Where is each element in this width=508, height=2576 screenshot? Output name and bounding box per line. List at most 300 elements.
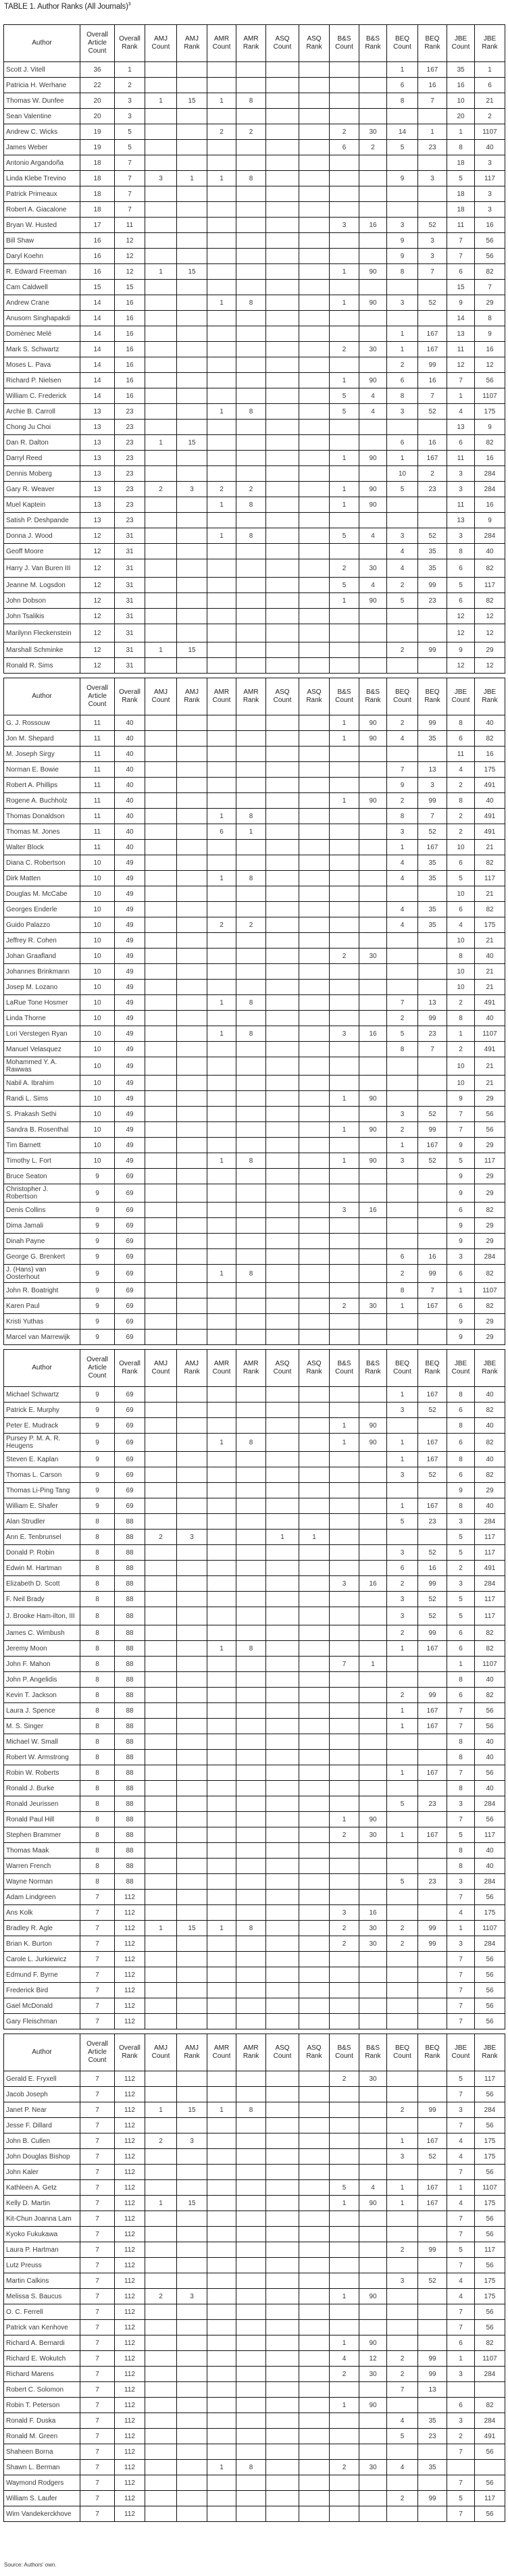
cell-beq-rank xyxy=(418,420,447,435)
cell-overall-rank: 112 xyxy=(115,1936,145,1952)
cell-bs-count xyxy=(330,513,359,528)
cell-overall-article-count: 11 xyxy=(80,747,115,762)
cell-bs-rank: 90 xyxy=(359,373,387,388)
cell-bs-rank xyxy=(359,2506,387,2522)
cell-amj-rank xyxy=(177,1657,207,1672)
cell-overall-article-count: 7 xyxy=(80,2289,115,2304)
cell-amj-count xyxy=(145,124,177,140)
cell-overall-rank: 112 xyxy=(115,1983,145,1998)
cell-jbe-rank: 40 xyxy=(475,1672,505,1688)
cell-amj-rank xyxy=(177,715,207,731)
cell-amr-rank xyxy=(236,2320,266,2335)
cell-amr-count xyxy=(207,1138,236,1153)
cell-author: Jesse F. Dillard xyxy=(4,2118,80,2133)
cell-beq-count: 1 xyxy=(387,2196,418,2211)
cell-beq-count: 9 xyxy=(387,249,418,264)
cell-overall-rank: 88 xyxy=(115,1625,145,1641)
cell-beq-rank: 2 xyxy=(418,466,447,482)
cell-beq-rank: 13 xyxy=(418,762,447,778)
cell-amj-rank xyxy=(177,1298,207,1314)
cell-beq-count xyxy=(387,155,418,171)
cell-author: Denis Collins xyxy=(4,1203,80,1218)
cell-overall-article-count: 10 xyxy=(80,855,115,871)
cell-author: Domènec Melé xyxy=(4,326,80,342)
cell-amr-count: 2 xyxy=(207,917,236,933)
cell-bs-count: 2 xyxy=(330,342,359,357)
cell-bs-count: 2 xyxy=(330,2460,359,2475)
cell-bs-rank xyxy=(359,1387,387,1403)
cell-beq-rank xyxy=(418,2398,447,2413)
cell-beq-rank: 167 xyxy=(418,1387,447,1403)
cell-bs-count: 1 xyxy=(330,295,359,311)
cell-jbe-count: 4 xyxy=(447,2196,475,2211)
cell-asq-count xyxy=(266,1657,299,1672)
cell-amr-rank xyxy=(236,1765,266,1781)
cell-amj-count xyxy=(145,778,177,793)
cell-amr-count xyxy=(207,373,236,388)
cell-jbe-rank: 9 xyxy=(475,420,505,435)
cell-jbe-count: 3 xyxy=(447,2367,475,2382)
cell-author: Adam Lindgreen xyxy=(4,1890,80,1905)
cell-amr-rank xyxy=(236,609,266,624)
table-row xyxy=(4,1530,505,1545)
cell-beq-rank: 99 xyxy=(418,2491,447,2506)
table-row xyxy=(4,171,505,186)
cell-asq-count xyxy=(266,404,299,420)
table-row xyxy=(4,1545,505,1561)
cell-asq-rank xyxy=(299,1498,330,1514)
cell-jbe-count: 1 xyxy=(447,2180,475,2196)
cell-bs-count xyxy=(330,1998,359,2014)
cell-bs-count xyxy=(330,1249,359,1265)
cell-amr-rank xyxy=(236,2196,266,2211)
cell-jbe-rank: 82 xyxy=(475,593,505,609)
cell-bs-rank: 2 xyxy=(359,140,387,155)
cell-amr-rank xyxy=(236,2367,266,2382)
cell-bs-count xyxy=(330,1057,359,1076)
cell-jbe-rank: 40 xyxy=(475,140,505,155)
cell-asq-rank xyxy=(299,482,330,497)
cell-jbe-count: 5 xyxy=(447,1545,475,1561)
cell-author: Marcel van Marrewijk xyxy=(4,1330,80,1345)
cell-jbe-count: 6 xyxy=(447,1203,475,1218)
cell-asq-rank xyxy=(299,747,330,762)
table-row xyxy=(4,1138,505,1153)
cell-jbe-rank: 29 xyxy=(475,1330,505,1345)
cell-jbe-count: 7 xyxy=(447,2444,475,2460)
cell-beq-count xyxy=(387,311,418,326)
cell-bs-count: 2 xyxy=(330,2071,359,2087)
cell-overall-rank: 88 xyxy=(115,1719,145,1734)
cell-asq-count xyxy=(266,1703,299,1719)
cell-amr-rank xyxy=(236,2506,266,2522)
cell-asq-count xyxy=(266,980,299,995)
cell-beq-count xyxy=(387,2258,418,2273)
cell-beq-count: 4 xyxy=(387,2460,418,2475)
cell-amr-count xyxy=(207,1234,236,1249)
cell-amj-rank: 15 xyxy=(177,264,207,280)
cell-amr-count xyxy=(207,1765,236,1781)
cell-overall-article-count: 9 xyxy=(80,1249,115,1265)
table-row xyxy=(4,2014,505,2029)
cell-bs-rank xyxy=(359,280,387,295)
cell-jbe-count: 1 xyxy=(447,124,475,140)
cell-amj-count xyxy=(145,715,177,731)
cell-amr-rank: 8 xyxy=(236,1265,266,1283)
cell-amj-count xyxy=(145,1122,177,1138)
cell-beq-count: 2 xyxy=(387,1011,418,1026)
cell-overall-article-count: 7 xyxy=(80,2320,115,2335)
cell-bs-count xyxy=(330,62,359,78)
cell-bs-rank xyxy=(359,1498,387,1514)
cell-bs-count: 1 xyxy=(330,1091,359,1107)
table-row xyxy=(4,451,505,466)
cell-bs-count xyxy=(330,1750,359,1765)
cell-author: Thomas Maak xyxy=(4,1843,80,1859)
table-row xyxy=(4,1042,505,1057)
cell-asq-rank xyxy=(299,264,330,280)
cell-asq-rank xyxy=(299,1153,330,1169)
cell-beq-rank: 52 xyxy=(418,1545,447,1561)
cell-jbe-rank: 21 xyxy=(475,1057,505,1076)
cell-overall-rank: 16 xyxy=(115,326,145,342)
cell-amr-rank xyxy=(236,388,266,404)
column-header-bs-rank: B&S Rank xyxy=(359,25,387,62)
cell-amj-count xyxy=(145,1719,177,1734)
cell-bs-rank xyxy=(359,1672,387,1688)
table-row xyxy=(4,2258,505,2273)
cell-amr-rank xyxy=(236,1091,266,1107)
cell-jbe-count: 3 xyxy=(447,466,475,482)
cell-bs-rank xyxy=(359,186,387,202)
cell-asq-count xyxy=(266,1781,299,1796)
cell-jbe-count: 12 xyxy=(447,357,475,373)
table-row xyxy=(4,1314,505,1330)
cell-beq-rank: 23 xyxy=(418,482,447,497)
cell-asq-rank xyxy=(299,886,330,902)
table-row xyxy=(4,186,505,202)
cell-jbe-rank: 175 xyxy=(475,917,505,933)
cell-asq-count xyxy=(266,420,299,435)
cell-jbe-count: 8 xyxy=(447,949,475,964)
cell-beq-rank: 35 xyxy=(418,855,447,871)
cell-amr-count xyxy=(207,762,236,778)
cell-asq-count xyxy=(266,2444,299,2460)
cell-amr-rank xyxy=(236,2429,266,2444)
cell-amj-count xyxy=(145,824,177,840)
cell-asq-rank xyxy=(299,1011,330,1026)
cell-amj-count xyxy=(145,1218,177,1234)
cell-bs-rank: 90 xyxy=(359,2289,387,2304)
cell-beq-count xyxy=(387,420,418,435)
cell-author: Kyoko Fukukawa xyxy=(4,2227,80,2242)
cell-bs-count xyxy=(330,2506,359,2522)
cell-jbe-rank: 40 xyxy=(475,715,505,731)
cell-jbe-count: 12 xyxy=(447,624,475,642)
cell-overall-article-count: 10 xyxy=(80,1057,115,1076)
cell-overall-article-count: 8 xyxy=(80,1781,115,1796)
cell-amj-count xyxy=(145,964,177,980)
cell-amj-rank xyxy=(177,1750,207,1765)
cell-amj-count xyxy=(145,949,177,964)
cell-amr-count xyxy=(207,1249,236,1265)
cell-overall-rank: 88 xyxy=(115,1561,145,1576)
cell-jbe-rank: 1107 xyxy=(475,388,505,404)
cell-overall-article-count: 8 xyxy=(80,1625,115,1641)
cell-bs-rank: 30 xyxy=(359,124,387,140)
table-row xyxy=(4,124,505,140)
cell-amj-rank xyxy=(177,578,207,593)
cell-amj-count xyxy=(145,1625,177,1641)
cell-asq-count xyxy=(266,793,299,809)
cell-overall-article-count: 9 xyxy=(80,1387,115,1403)
cell-amr-count xyxy=(207,1843,236,1859)
table-row xyxy=(4,1719,505,1734)
cell-amr-count xyxy=(207,1796,236,1812)
cell-author: Muel Kaptein xyxy=(4,497,80,513)
cell-jbe-count: 6 xyxy=(447,2335,475,2351)
cell-beq-rank: 35 xyxy=(418,917,447,933)
cell-beq-count xyxy=(387,1076,418,1091)
cell-asq-count xyxy=(266,342,299,357)
cell-jbe-count: 2 xyxy=(447,2429,475,2444)
cell-beq-count xyxy=(387,658,418,674)
cell-asq-count xyxy=(266,202,299,218)
cell-asq-count xyxy=(266,1314,299,1330)
cell-amr-count xyxy=(207,1091,236,1107)
cell-overall-rank: 69 xyxy=(115,1184,145,1203)
cell-bs-rank: 90 xyxy=(359,2398,387,2413)
cell-overall-article-count: 13 xyxy=(80,435,115,451)
cell-amr-count xyxy=(207,1403,236,1418)
table-row xyxy=(4,2413,505,2429)
cell-bs-count xyxy=(330,1283,359,1298)
cell-overall-article-count: 7 xyxy=(80,2506,115,2522)
cell-overall-article-count: 10 xyxy=(80,1091,115,1107)
cell-jbe-count: 11 xyxy=(447,218,475,233)
cell-overall-article-count: 7 xyxy=(80,2258,115,2273)
cell-jbe-count: 9 xyxy=(447,295,475,311)
cell-bs-count: 1 xyxy=(330,373,359,388)
cell-jbe-count: 5 xyxy=(447,2071,475,2087)
cell-jbe-count: 10 xyxy=(447,964,475,980)
cell-amr-count xyxy=(207,2475,236,2491)
cell-bs-rank xyxy=(359,466,387,482)
cell-overall-article-count: 10 xyxy=(80,871,115,886)
cell-jbe-count: 8 xyxy=(447,140,475,155)
cell-beq-rank: 167 xyxy=(418,326,447,342)
cell-overall-article-count: 9 xyxy=(80,1418,115,1434)
cell-overall-article-count: 8 xyxy=(80,1561,115,1576)
cell-overall-article-count: 7 xyxy=(80,2382,115,2398)
cell-bs-rank xyxy=(359,513,387,528)
cell-amj-rank xyxy=(177,2273,207,2289)
cell-jbe-rank: 21 xyxy=(475,964,505,980)
cell-beq-count xyxy=(387,1418,418,1434)
cell-bs-rank xyxy=(359,2087,387,2102)
cell-amr-count: 2 xyxy=(207,124,236,140)
cell-bs-rank xyxy=(359,1781,387,1796)
cell-author: Kathleen A. Getz xyxy=(4,2180,80,2196)
cell-amj-rank xyxy=(177,544,207,559)
cell-asq-rank xyxy=(299,2398,330,2413)
cell-amr-count xyxy=(207,1483,236,1498)
cell-bs-rank xyxy=(359,1283,387,1298)
cell-amr-count xyxy=(207,2289,236,2304)
cell-overall-article-count: 9 xyxy=(80,1403,115,1418)
cell-asq-rank xyxy=(299,1138,330,1153)
cell-author: Richard Marens xyxy=(4,2367,80,2382)
cell-bs-count xyxy=(330,1703,359,1719)
cell-overall-article-count: 13 xyxy=(80,451,115,466)
cell-beq-rank: 3 xyxy=(418,249,447,264)
cell-beq-rank: 99 xyxy=(418,2351,447,2367)
cell-beq-count xyxy=(387,2118,418,2133)
cell-amr-count xyxy=(207,715,236,731)
cell-amj-rank xyxy=(177,840,207,855)
cell-amr-rank xyxy=(236,1734,266,1750)
cell-bs-rank: 1 xyxy=(359,1657,387,1672)
cell-overall-rank: 88 xyxy=(115,1812,145,1827)
cell-beq-rank xyxy=(418,1812,447,1827)
cell-amr-rank: 2 xyxy=(236,482,266,497)
cell-beq-rank: 167 xyxy=(418,451,447,466)
cell-amr-rank xyxy=(236,1122,266,1138)
cell-amr-rank xyxy=(236,155,266,171)
cell-jbe-rank: 56 xyxy=(475,249,505,264)
cell-jbe-count: 1 xyxy=(447,1283,475,1298)
cell-beq-rank xyxy=(418,1859,447,1874)
cell-overall-rank: 1 xyxy=(115,62,145,78)
cell-asq-rank xyxy=(299,1843,330,1859)
cell-amr-count xyxy=(207,249,236,264)
cell-jbe-rank: 82 xyxy=(475,559,505,578)
cell-amr-rank xyxy=(236,2242,266,2258)
cell-asq-count xyxy=(266,466,299,482)
cell-amj-rank xyxy=(177,1153,207,1169)
cell-overall-article-count: 7 xyxy=(80,2014,115,2029)
cell-jbe-rank: 82 xyxy=(475,1298,505,1314)
cell-amr-count xyxy=(207,1314,236,1330)
cell-beq-rank: 167 xyxy=(418,342,447,357)
cell-author: Dan R. Dalton xyxy=(4,435,80,451)
cell-jbe-rank xyxy=(475,2382,505,2398)
cell-amj-rank xyxy=(177,404,207,420)
cell-jbe-rank: 82 xyxy=(475,2398,505,2413)
cell-amj-rank xyxy=(177,1607,207,1625)
cell-amr-count xyxy=(207,1688,236,1703)
cell-asq-rank xyxy=(299,124,330,140)
cell-amr-count: 1 xyxy=(207,171,236,186)
cell-amr-count: 1 xyxy=(207,1921,236,1936)
cell-asq-count xyxy=(266,93,299,109)
cell-amr-count xyxy=(207,311,236,326)
table-row xyxy=(4,1765,505,1781)
column-header-author: Author xyxy=(4,25,80,62)
table-row xyxy=(4,1812,505,1827)
cell-asq-rank xyxy=(299,593,330,609)
cell-bs-count xyxy=(330,2273,359,2289)
cell-jbe-count: 6 xyxy=(447,855,475,871)
cell-asq-count xyxy=(266,2413,299,2429)
cell-amr-count xyxy=(207,1418,236,1434)
cell-jbe-rank: 16 xyxy=(475,497,505,513)
cell-jbe-rank: 56 xyxy=(475,2118,505,2133)
cell-amj-rank xyxy=(177,1641,207,1657)
cell-beq-count: 2 xyxy=(387,642,418,658)
cell-overall-article-count: 7 xyxy=(80,1936,115,1952)
cell-amj-count xyxy=(145,1107,177,1122)
cell-amr-count xyxy=(207,609,236,624)
cell-amr-count xyxy=(207,1967,236,1983)
cell-beq-rank: 99 xyxy=(418,1122,447,1138)
cell-overall-article-count: 8 xyxy=(80,1843,115,1859)
cell-overall-rank: 112 xyxy=(115,1967,145,1983)
cell-amj-count: 1 xyxy=(145,93,177,109)
cell-beq-count xyxy=(387,1734,418,1750)
cell-asq-count xyxy=(266,1011,299,1026)
cell-bs-count: 2 xyxy=(330,1921,359,1936)
cell-amr-count: 1 xyxy=(207,871,236,886)
cell-jbe-rank: 12 xyxy=(475,658,505,674)
cell-asq-count xyxy=(266,280,299,295)
cell-author: Jeanne M. Logsdon xyxy=(4,578,80,593)
cell-asq-count xyxy=(266,855,299,871)
cell-overall-rank: 23 xyxy=(115,482,145,497)
cell-amj-rank xyxy=(177,1859,207,1874)
cell-amr-rank xyxy=(236,2351,266,2367)
cell-bs-count: 5 xyxy=(330,404,359,420)
cell-amj-count: 1 xyxy=(145,2196,177,2211)
cell-jbe-rank: 40 xyxy=(475,1011,505,1026)
cell-author: Scott J. Vitell xyxy=(4,62,80,78)
cell-beq-rank: 99 xyxy=(418,578,447,593)
cell-overall-rank: 88 xyxy=(115,1545,145,1561)
cell-amj-count xyxy=(145,1314,177,1330)
cell-amr-count xyxy=(207,1576,236,1592)
column-header-beq-rank: BEQ Rank xyxy=(418,678,447,715)
cell-asq-rank xyxy=(299,2196,330,2211)
cell-author: Donna J. Wood xyxy=(4,528,80,544)
cell-bs-count xyxy=(330,466,359,482)
cell-beq-rank xyxy=(418,2475,447,2491)
cell-overall-rank: 112 xyxy=(115,2382,145,2398)
cell-overall-rank: 40 xyxy=(115,778,145,793)
cell-overall-rank: 49 xyxy=(115,902,145,917)
cell-jbe-count: 11 xyxy=(447,497,475,513)
table-row xyxy=(4,404,505,420)
cell-asq-count xyxy=(266,2367,299,2382)
cell-bs-count xyxy=(330,1545,359,1561)
cell-author: Georges Enderle xyxy=(4,902,80,917)
cell-bs-rank xyxy=(359,1719,387,1734)
cell-overall-rank: 69 xyxy=(115,1418,145,1434)
cell-amj-rank xyxy=(177,2491,207,2506)
cell-jbe-count: 7 xyxy=(447,2087,475,2102)
cell-amj-count xyxy=(145,1057,177,1076)
cell-jbe-count: 8 xyxy=(447,1781,475,1796)
cell-bs-rank xyxy=(359,624,387,642)
cell-asq-rank xyxy=(299,435,330,451)
cell-jbe-rank: 7 xyxy=(475,280,505,295)
cell-asq-count xyxy=(266,1967,299,1983)
cell-amj-rank xyxy=(177,824,207,840)
cell-author: Lori Verstegen Ryan xyxy=(4,1026,80,1042)
cell-author: William C. Frederick xyxy=(4,388,80,404)
cell-bs-count xyxy=(330,1765,359,1781)
cell-amj-count xyxy=(145,1545,177,1561)
cell-bs-count xyxy=(330,1011,359,1026)
